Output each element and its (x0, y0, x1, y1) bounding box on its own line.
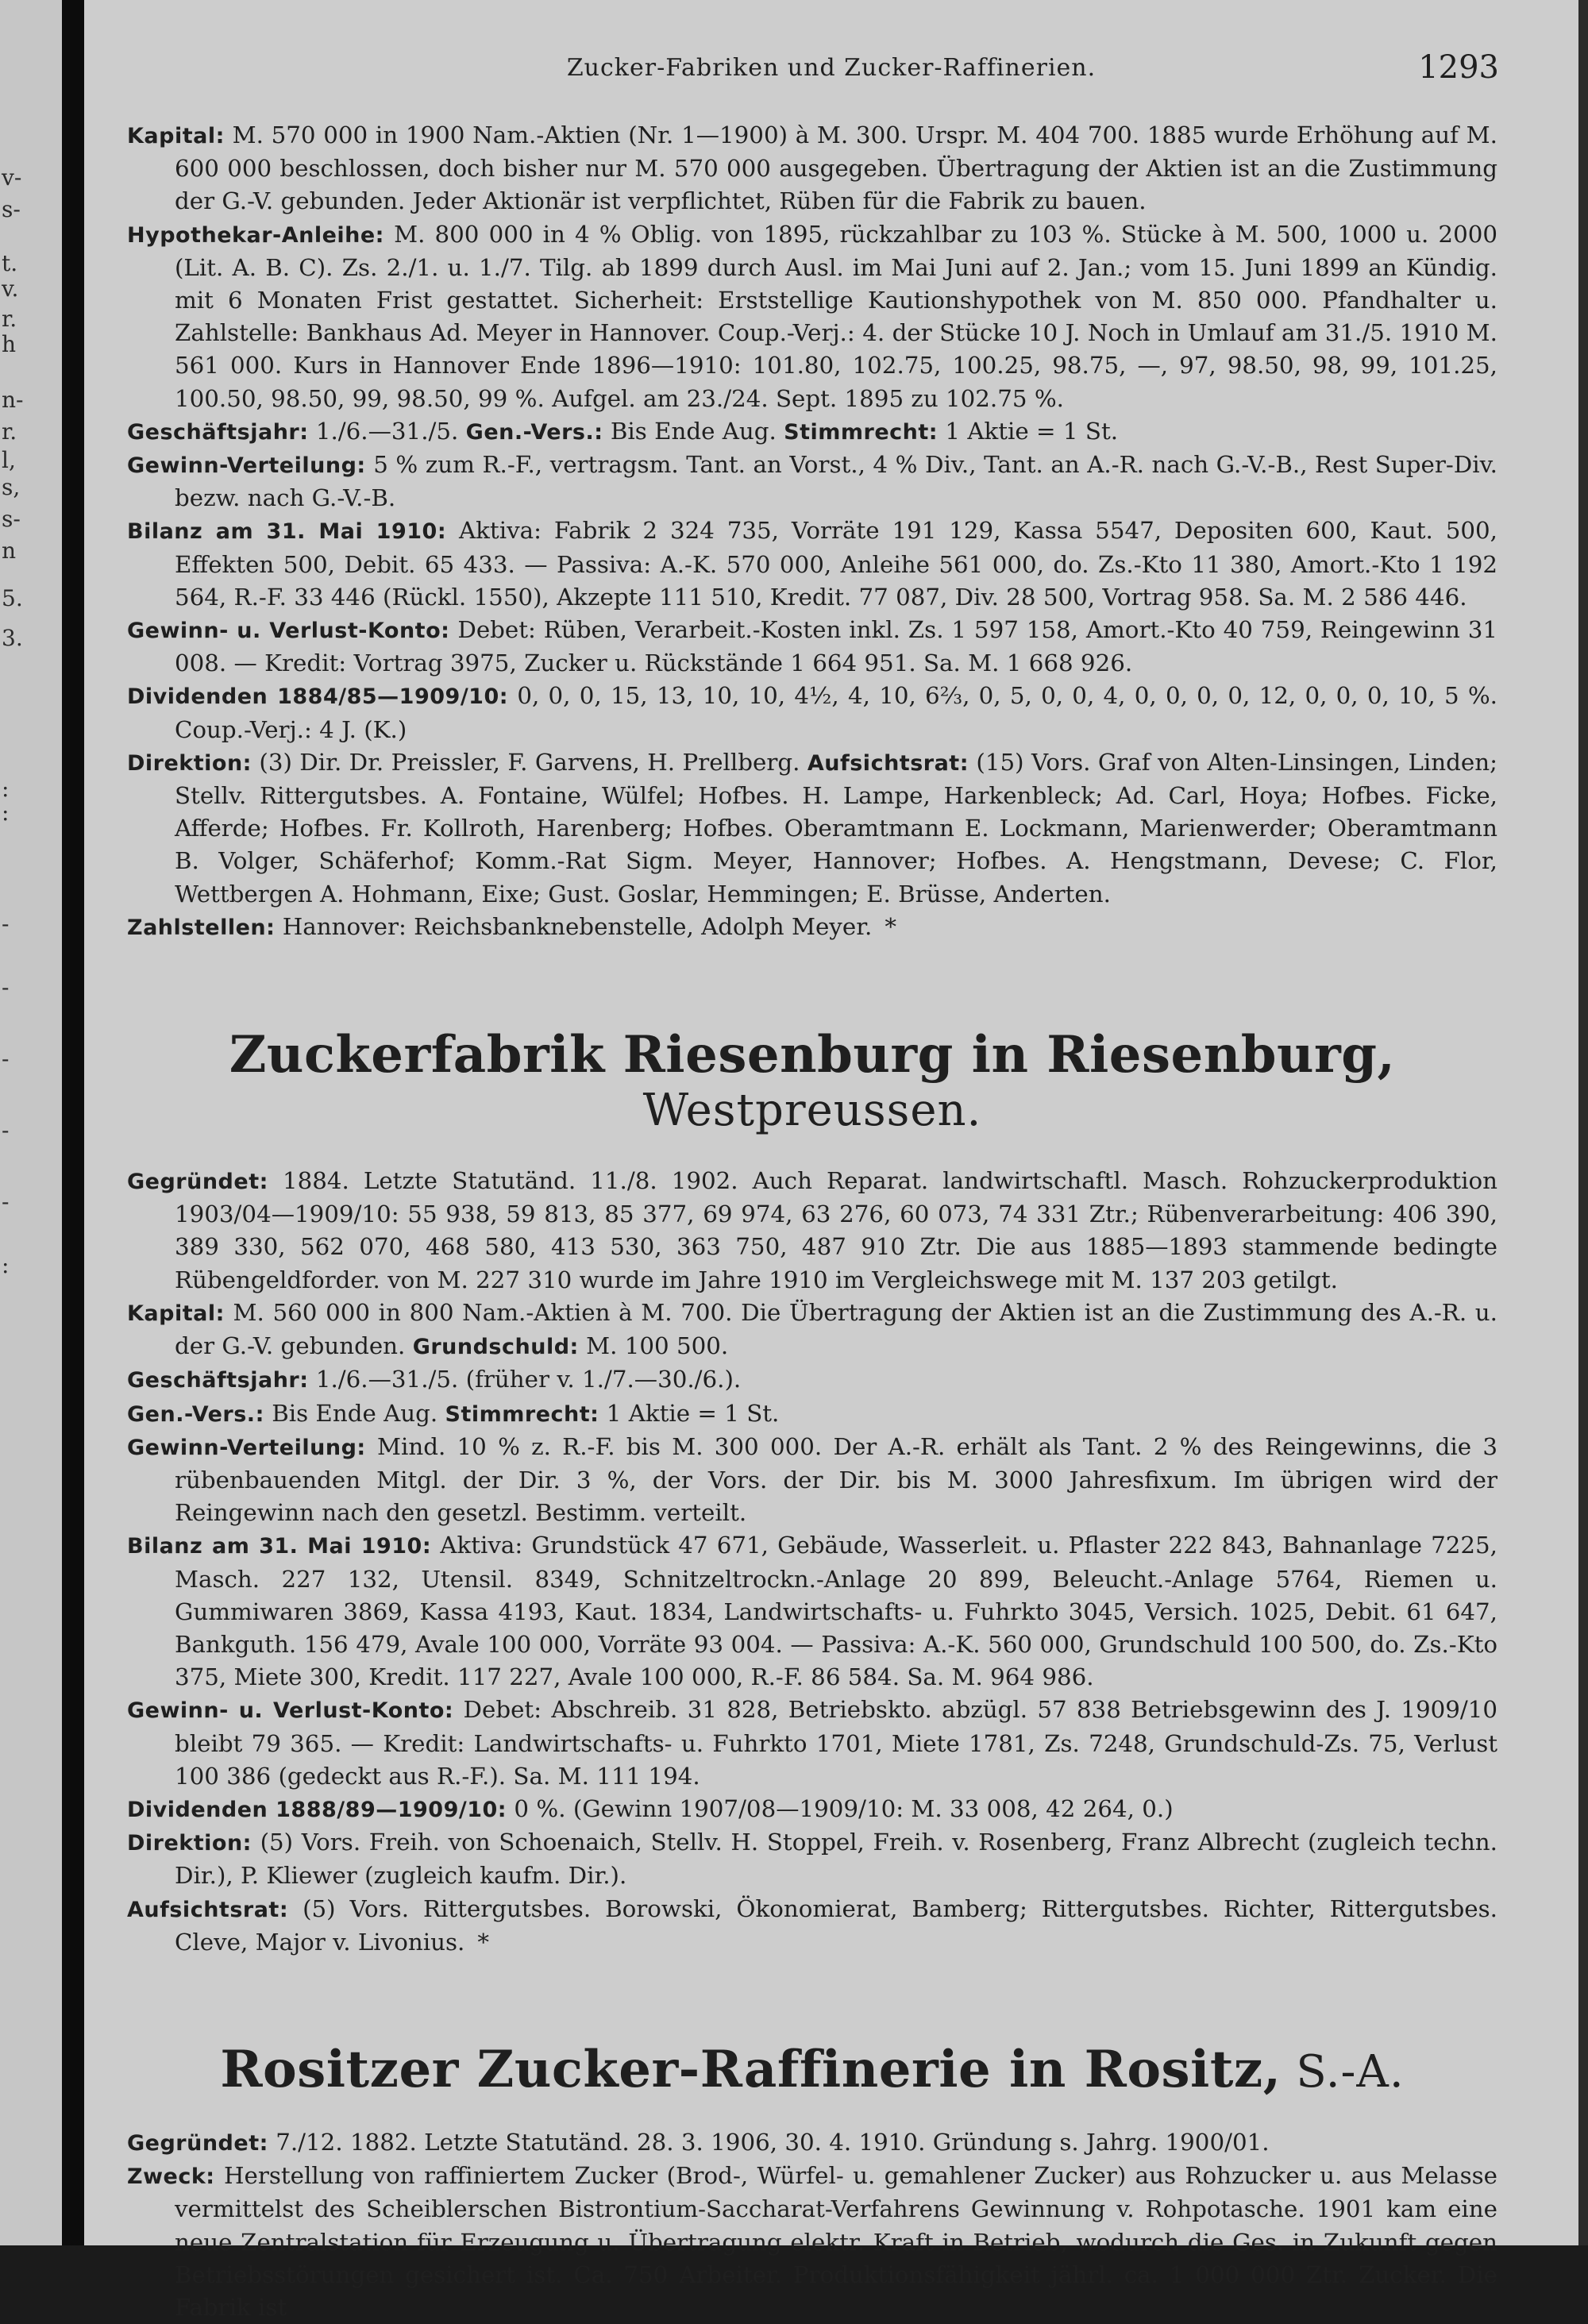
margin-fragment: v- (2, 164, 22, 191)
entry-paragraph (127, 1431, 1497, 1530)
entry-paragraph (127, 680, 1497, 746)
field-text: M. 560 000 in 800 Nam.-Aktien à M. 700. Die Übertragung der Aktien ist an die Zustimmung des A.-R. u. der G.-V. gebunden. (175, 1298, 1497, 1360)
page-content (127, 119, 1497, 2324)
field-text: M. 100 500. (578, 1332, 729, 1360)
field-text: Bis Ende Aug. (264, 1399, 445, 1427)
page (84, 0, 1578, 2321)
margin-fragment: h (2, 331, 17, 357)
margin-fragment: t. (2, 250, 18, 276)
field-label: Gewinn- u. Verlust-Konto: (127, 619, 450, 644)
margin-fragment: 3. (2, 625, 23, 651)
company-entry-rositz (127, 2126, 1497, 2324)
margin-fragment: : (2, 1252, 10, 1278)
field-label: Gen.-Vers.: (127, 1401, 264, 1427)
entry-end-mark: * (477, 1928, 489, 1956)
field-label: Geschäftsjahr: (127, 419, 309, 445)
field-label: Stimmrecht: (784, 419, 939, 445)
entry-paragraph (127, 1893, 1497, 1959)
field-label: Geschäftsjahr: (127, 1368, 309, 1393)
field-label: Bilanz am 31. Mai 1910: (127, 1534, 432, 1559)
entry-paragraph (127, 614, 1497, 680)
running-header (84, 49, 1578, 89)
field-text: 1./6.—31./5. (früher v. 1./7.—30./6.). (308, 1366, 742, 1393)
margin-fragment: - (2, 1117, 10, 1143)
entry-paragraph (127, 1397, 1497, 1431)
field-label: Dividenden 1888/89—1909/10: (127, 1797, 507, 1822)
company-title-main: Rositzer Zucker-Raffinerie in Rositz, (220, 2039, 1282, 2099)
field-label: Hypothekar-Anleihe: (127, 222, 384, 248)
entry-paragraph (127, 2126, 1497, 2160)
field-text: 1 Aktie = 1 St. (938, 417, 1119, 445)
field-label: Gegründet: (127, 1170, 268, 1195)
field-text: M. 570 000 in 1900 Nam.-Aktien (Nr. 1—1900) à M. 300. Urspr. M. 404 700. 1885 wurde Erhöhung auf M. 600 000 beschlossen, doch bisher nur M. 570 000 ausgegeben. Übertragung der Aktien ist an die Zustimmung der G.-V. gebunden. Jeder Aktionär ist verpflichtet, Rüben für die Fabrik zu bauen. (175, 121, 1497, 215)
margin-fragment: s, (2, 474, 21, 500)
company-title-riesenburg (127, 1025, 1497, 1137)
entry-paragraph (127, 1165, 1497, 1297)
field-text: M. 800 000 in 4 % Oblig. von 1895, rückzahlbar zu 103 %. Stücke à M. 500, 1000 u. 2000 (Lit. A. B. C). Zs. 2./1. u. 1./7. Tilg. ab 1899 durch Ausl. im Mai Juni auf 2. Jan.; vom 15. Juni 1899 an Kündig. mit 6 Monaten Frist gestattet. Sicherheit: Erststellige Kautionshypothek von M. 850 000. Pfandhalter u. Zahlstelle: Bankhaus Ad. Meyer in Hannover. Coup.-Verj.: 4. der Stücke 10 J. Noch in Umlauf am 31./5. 1910 M. 561 000. Kurs in Hannover Ende 1896—1910: 101.80, 102.75, 100.25, 98.75, —, 97, 98.50, 98, 99, 101.25, 100.50, 98.50, 99, 98.50, 99 %. Aufgel. am 23./24. Sept. 1895 zu 102.75 %. (175, 220, 1497, 412)
margin-fragment: l, (2, 447, 16, 473)
entry-paragraph (127, 1529, 1497, 1694)
entry-paragraph (127, 449, 1497, 515)
margin-fragment: n (2, 538, 17, 564)
field-text: Hannover: Reichsbanknebenstelle, Adolph Meyer. (275, 912, 873, 940)
margin-fragment: - (2, 1046, 10, 1072)
company-entry-riesenburg (127, 1165, 1497, 1959)
field-text: 5 % zum R.-F., vertragsm. Tant. an Vorst., 4 % Div., Tant. an A.-R. nach G.-V.-B., Rest Super-Div. bezw. nach G.-V.-B. (175, 451, 1497, 512)
field-label: Stimmrecht: (445, 1401, 599, 1427)
company-title-region: S.-A. (1281, 2045, 1405, 2098)
field-text: Mind. 10 % z. R.-F. bis M. 300 000. Der A.-R. erhält als Tant. 2 % des Reingewinns, die 3 rübenbauenden Mitgl. der Dir. 3 %, der Vors. der Dir. bis M. 3000 Jahresfixum. Im übrigen wird der Reingewinn nach den gesetzl. Bestimm. verteilt. (175, 1432, 1497, 1527)
field-label: Kapital: (127, 1301, 225, 1326)
field-text: Bis Ende Aug. (603, 417, 784, 445)
company-entry-hannover (127, 119, 1497, 944)
entry-paragraph (127, 1363, 1497, 1397)
margin-fragment: r. (2, 418, 17, 445)
margin-fragment: - (2, 911, 10, 937)
field-label: Gegründet: (127, 2130, 268, 2156)
field-label: Kapital: (127, 124, 225, 148)
running-title: Zucker-Fabriken und Zucker-Raffinerien. (566, 54, 1097, 82)
adjacent-page-margin (0, 0, 62, 2245)
entry-paragraph (127, 119, 1497, 218)
field-label: Gewinn- u. Verlust-Konto: (127, 1698, 454, 1724)
book-gutter (62, 0, 84, 2245)
field-text: (5) Vors. Freih. von Schoenaich, Stellv. H. Stoppel, Freih. v. Rosenberg, Franz Albrecht (zugleich techn. Dir.), P. Kliewer (zugleich kaufm. Dir.). (175, 1829, 1497, 1890)
entry-end-mark: * (885, 912, 896, 940)
margin-fragment: - (2, 1189, 10, 1215)
entry-paragraph (127, 1826, 1497, 1892)
field-text: Herstellung von raffiniertem Zucker (Brod-, Würfel- u. gemahlener Zucker) aus Rohzucker u. aus Melasse vermittelst des Scheiblerschen Bistrontium-Saccharat-Verfahrens Gewinnung v. Rohpotasche. 1901 kam eine neue Zentralstation für Erzeugung u. Übertragung elektr. Kraft in Betrieb, wodurch die Ges. in Zukunft gegen Betriebsstörungen gesichert ist. Ca. 750 Arbeiter. Produktionsfähigkeit jährl. ca. 1 000 000 Ztr. Zucker. Die Fabrik ist (175, 2162, 1497, 2321)
field-text: 0 %. (Gewinn 1907/08—1909/10: M. 33 008, 42 264, 0.) (507, 1794, 1174, 1822)
company-title-rositz (127, 2039, 1497, 2099)
field-label: Aufsichtsrat: (127, 1897, 289, 1922)
field-text: Aktiva: Grundstück 47 671, Gebäude, Wasserleit. u. Pflaster 222 843, Bahnanlage 7225, Masch. 227 132, Utensil. 8349, Schnitzeltrockn.-Anlage 20 899, Beleucht.-Anlage 5764, Riemen u. Gummiwaren 3869, Kassa 4193, Kaut. 1834, Landwirtschafts- u. Fuhrkto 3045, Versich. 1025, Debit. 61 647, Bankguth. 156 479, Avale 100 000, Vorräte 93 004. — Passiva: A.-K. 560 000, Grundschuld 100 500, do. Zs.-Kto 375, Miete 300, Kredit. 117 227, Avale 100 000, R.-F. 86 584. Sa. M. 964 986. (175, 1532, 1497, 1691)
margin-fragment: : (2, 800, 10, 826)
field-label: Zweck: (127, 2164, 215, 2190)
entry-paragraph (127, 1297, 1497, 1363)
entry-paragraph (127, 1694, 1497, 1793)
field-label: Grundschuld: (412, 1335, 579, 1360)
field-text: Debet: Abschreib. 31 828, Betriebskto. abzügl. 57 838 Betriebsgewinn des J. 1909/10 bleibt 79 365. — Kredit: Landwirtschafts- u. Fuhrkto 1701, Miete 1781, Zs. 7248, Grundschuld-Zs. 75, Verlust 100 386 (gedeckt aus R.-F.). Sa. M. 111 194. (175, 1696, 1498, 1790)
field-text: (3) Dir. Dr. Preissler, F. Garvens, H. Prellberg. (251, 748, 807, 776)
field-label: Dividenden 1884/85—1909/10: (127, 684, 509, 710)
field-label: Gewinn-Verteilung: (127, 1435, 366, 1460)
field-text: 1 Aktie = 1 St. (599, 1399, 780, 1427)
margin-fragment: : (2, 776, 10, 802)
page-number: 1293 (1418, 49, 1499, 86)
field-text: (15) Vors. Graf von Alten-Linsingen, Linden; Stellv. Rittergutsbes. A. Fontaine, Wülfel; Hofbes. H. Lampe, Harkenbleck; Ad. Carl, Hoya; Hofbes. Ficke, Afferde; Hofbes. Fr. Kollroth, Harenberg; Hofbes. Oberamtmann E. Lockmann, Marienwerder; Oberamtmann B. Volger, Schäferhof; Komm.-Rat Sigm. Meyer, Hannover; Hofbes. A. Hengstmann, Devese; C. Flor, Wettbergen A. Hohmann, Eixe; Gust. Goslar, Hemmingen; E. Brüsse, Anderten. (175, 748, 1497, 908)
field-label: Gen.-Vers.: (465, 419, 603, 445)
page-edge-shadow (1578, 0, 1588, 2245)
field-label: Gewinn-Verteilung: (127, 453, 366, 479)
entry-paragraph (127, 911, 1497, 944)
field-text: 0, 0, 0, 15, 13, 10, 10, 4½, 4, 10, 6⅔, 0, 5, 0, 0, 4, 0, 0, 0, 0, 12, 0, 0, 0, 10, 5 %. Coup.-Verj.: 4 J. (K.) (175, 682, 1497, 743)
margin-fragment: s- (2, 506, 21, 532)
field-label: Direktion: (127, 750, 252, 776)
field-text: 1./6.—31./5. (308, 417, 466, 445)
entry-paragraph (127, 218, 1497, 415)
margin-fragment: - (2, 974, 10, 1000)
entry-paragraph (127, 415, 1497, 449)
company-title-main: Zuckerfabrik Riesenburg in Riesenburg, (229, 1025, 1396, 1085)
margin-fragment: r. (2, 306, 17, 332)
field-text: 1884. Letzte Statutänd. 11./8. 1902. Auch Reparat. landwirtschaftl. Masch. Rohzuckerproduktion 1903/04—1909/10: 55 938, 59 813, 85 377, 69 974, 63 276, 60 073, 74 331 Ztr.; Rübenverarbeitung: 406 390, 389 330, 562 070, 468 580, 413 530, 363 750, 487 910 Ztr. Die aus 1885—1893 stammende bedingte Rübengeldforder. von M. 227 310 wurde im Jahre 1910 im Vergleichswege mit M. 137 203 getilgt. (175, 1167, 1497, 1293)
entry-paragraph (127, 1793, 1497, 1826)
entry-paragraph (127, 515, 1497, 614)
field-label: Aufsichtsrat: (807, 750, 969, 776)
field-text: Debet: Rüben, Verarbeit.-Kosten inkl. Zs. 1 597 158, Amort.-Kto 40 759, Reingewinn 31 008. — Kredit: Vortrag 3975, Zucker u. Rückstände 1 664 951. Sa. M. 1 668 926. (175, 616, 1497, 677)
field-label: Direktion: (127, 1831, 252, 1856)
field-text: (5) Vors. Rittergutsbes. Borowski, Ökonomierat, Bamberg; Rittergutsbes. Richter, Rittergutsbes. Cleve, Major v. Livonius. (175, 1894, 1497, 1956)
company-title-region: Westpreussen. (642, 1085, 982, 1137)
margin-fragment: n- (2, 387, 24, 413)
field-text: Aktiva: Fabrik 2 324 735, Vorräte 191 129, Kassa 5547, Depositen 600, Kaut. 500, Effekten 500, Debit. 65 433. — Passiva: A.-K. 570 000, Anleihe 561 000, do. Zs.-Kto 11 380, Amort.-Kto 1 192 564, R.-F. 33 446 (Rückl. 1550), Akzepte 111 510, Kredit. 77 087, Div. 28 500, Vortrag 958. Sa. M. 2 586 446. (175, 517, 1497, 611)
field-label: Zahlstellen: (127, 915, 276, 940)
entry-paragraph (127, 746, 1497, 911)
field-label: Bilanz am 31. Mai 1910: (127, 519, 447, 545)
entry-paragraph (127, 2160, 1497, 2324)
margin-fragment: 5. (2, 585, 23, 611)
margin-fragment: v. (2, 276, 19, 302)
margin-fragment: s- (2, 196, 21, 222)
field-text: 7./12. 1882. Letzte Statutänd. 28. 3. 1906, 30. 4. 1910. Gründung s. Jahrg. 1900/01. (268, 2128, 1270, 2156)
